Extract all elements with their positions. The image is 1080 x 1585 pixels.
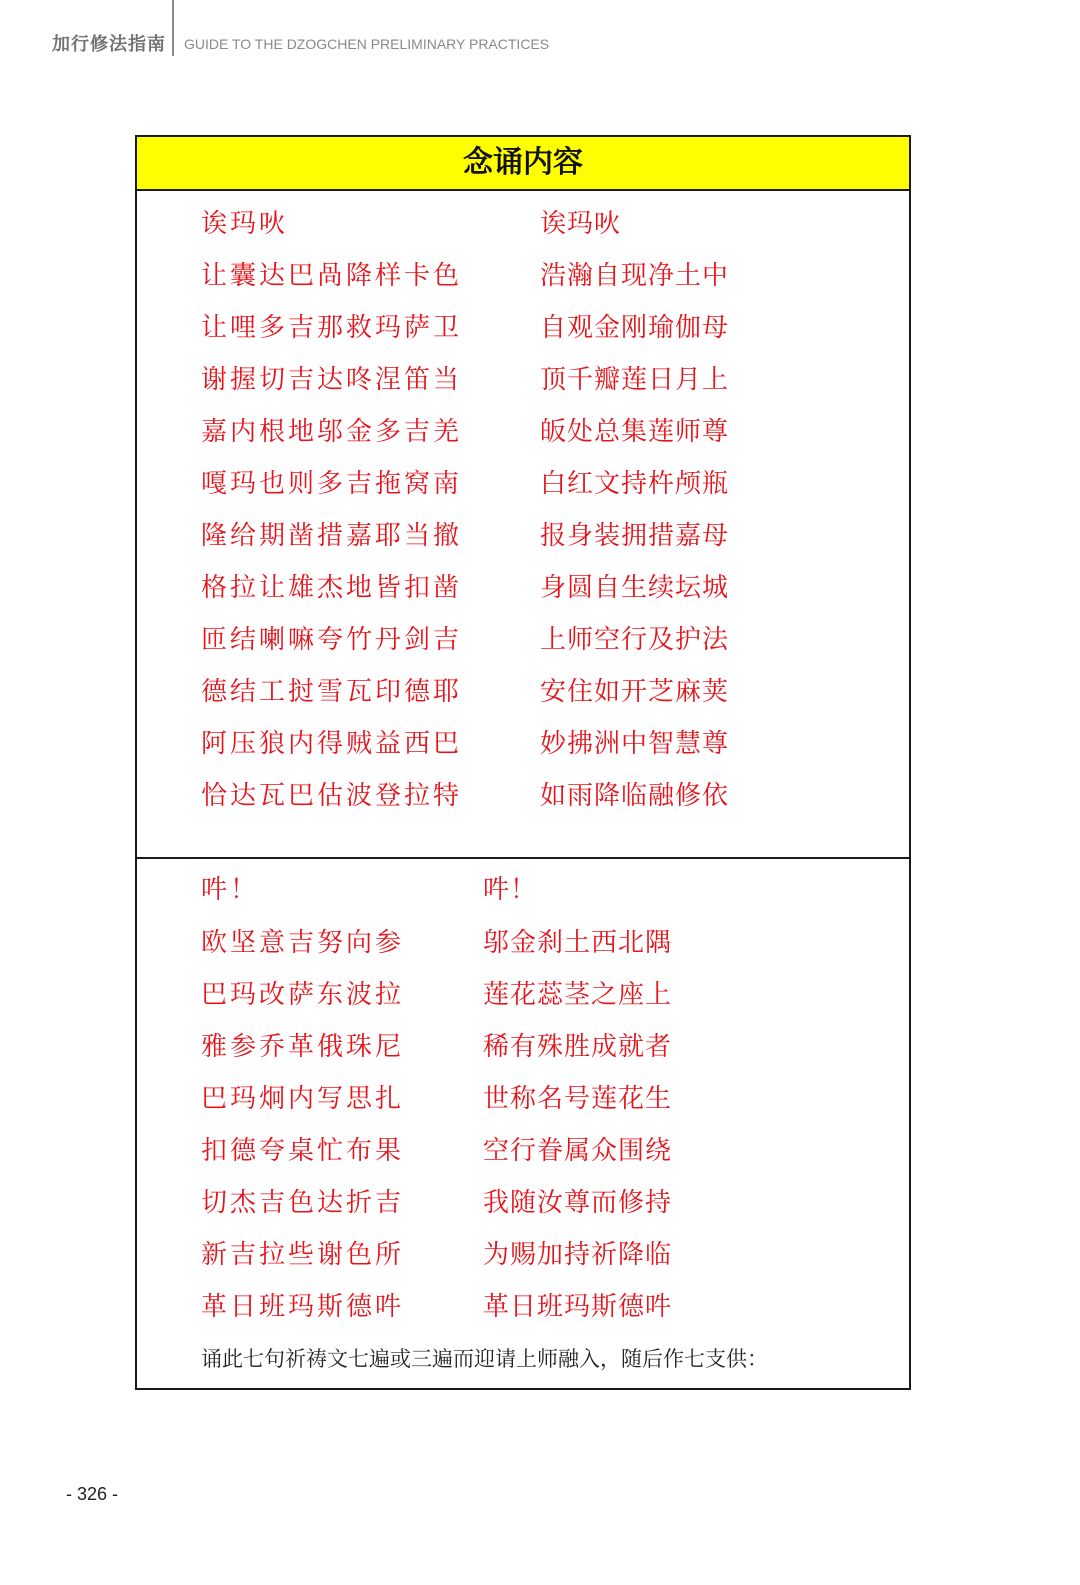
phonetic-line: 让囊达巴咼降样卡色: [201, 261, 463, 291]
meaning-line: 邬金刹土西北隅: [483, 928, 673, 958]
meaning-line: 顶千瓣莲日月上: [540, 365, 730, 395]
phonetic-line: 匝结喇嘛夸竹丹剑吉: [201, 625, 463, 655]
meaning-line: 自观金刚瑜伽母: [540, 313, 730, 343]
page-number: - 326 -: [66, 1484, 119, 1504]
phonetic-line: 吽！: [201, 875, 260, 905]
phonetic-line: 扣德夸桌忙布果: [201, 1136, 405, 1166]
meaning-line: 莲花蕊茎之座上: [483, 980, 673, 1010]
meaning-line: 诶玛吙: [540, 209, 622, 239]
phonetic-line: 嘉内根地邬金多吉羌: [201, 417, 463, 447]
header-title-en: GUIDE TO THE DZOGCHEN PRELIMINARY PRACTICES: [184, 36, 550, 52]
section-divider: [137, 857, 909, 859]
meaning-line: 上师空行及护法: [540, 625, 730, 655]
instruction-note: 诵此七句祈祷文七遍或三遍而迎请上师融入，随后作七支供：: [201, 1347, 768, 1371]
meaning-line: 稀有殊胜成就者: [483, 1032, 673, 1062]
phonetic-line: 欧坚意吉努向参: [201, 928, 405, 958]
phonetic-line: 格拉让雄杰地皆扣凿: [201, 573, 463, 603]
phonetic-line: 巴玛改萨东波拉: [201, 980, 405, 1010]
meaning-line: 吽！: [483, 875, 538, 905]
meaning-line: 如雨降临融修依: [540, 781, 730, 811]
phonetic-line: 隆给期凿措嘉耶当撤: [201, 521, 463, 551]
phonetic-line: 嘎玛也则多吉拖窝南: [201, 469, 463, 499]
meaning-line: 报身装拥措嘉母: [540, 521, 730, 551]
phonetic-line: 谢握切吉达咚涅笛当: [201, 365, 463, 395]
meaning-line: 革日班玛斯德吽: [483, 1292, 673, 1322]
phonetic-line: 巴玛炯内写思扎: [201, 1084, 405, 1114]
meaning-line: 空行眷属众围绕: [483, 1136, 673, 1166]
panel-title: 念诵内容: [137, 137, 909, 191]
phonetic-line: 革日班玛斯德吽: [201, 1292, 405, 1322]
phonetic-line: 雅参乔革俄珠尼: [201, 1032, 405, 1062]
meaning-line: 我随汝尊而修持: [483, 1188, 673, 1218]
meaning-line: 妙拂洲中智慧尊: [540, 729, 730, 759]
meaning-line: 安住如开芝麻荚: [540, 677, 730, 707]
phonetic-line: 阿压狼内得贼益西巴: [201, 729, 463, 759]
phonetic-line: 新吉拉些谢色所: [201, 1240, 405, 1270]
phonetic-line: 切杰吉色达折吉: [201, 1188, 405, 1218]
phonetic-line: 德结工挝雪瓦印德耶: [201, 677, 463, 707]
meaning-line: 浩瀚自现净土中: [540, 261, 730, 291]
phonetic-line: 让哩多吉那救玛萨卫: [201, 313, 463, 343]
recitation-panel: [135, 135, 911, 1390]
meaning-line: 白红文持杵颅瓶: [540, 469, 730, 499]
phonetic-line: 恰达瓦巴估波登拉特: [201, 781, 463, 811]
meaning-line: 世称名号莲花生: [483, 1084, 673, 1114]
header-title-zh: 加行修法指南: [52, 34, 166, 55]
meaning-line: 身圆自生续坛城: [540, 573, 730, 603]
meaning-line: 为赐加持祈降临: [483, 1240, 673, 1270]
meaning-line: 皈处总集莲师尊: [540, 417, 730, 447]
header-divider: [172, 0, 174, 56]
phonetic-line: 诶玛吙: [201, 209, 289, 239]
